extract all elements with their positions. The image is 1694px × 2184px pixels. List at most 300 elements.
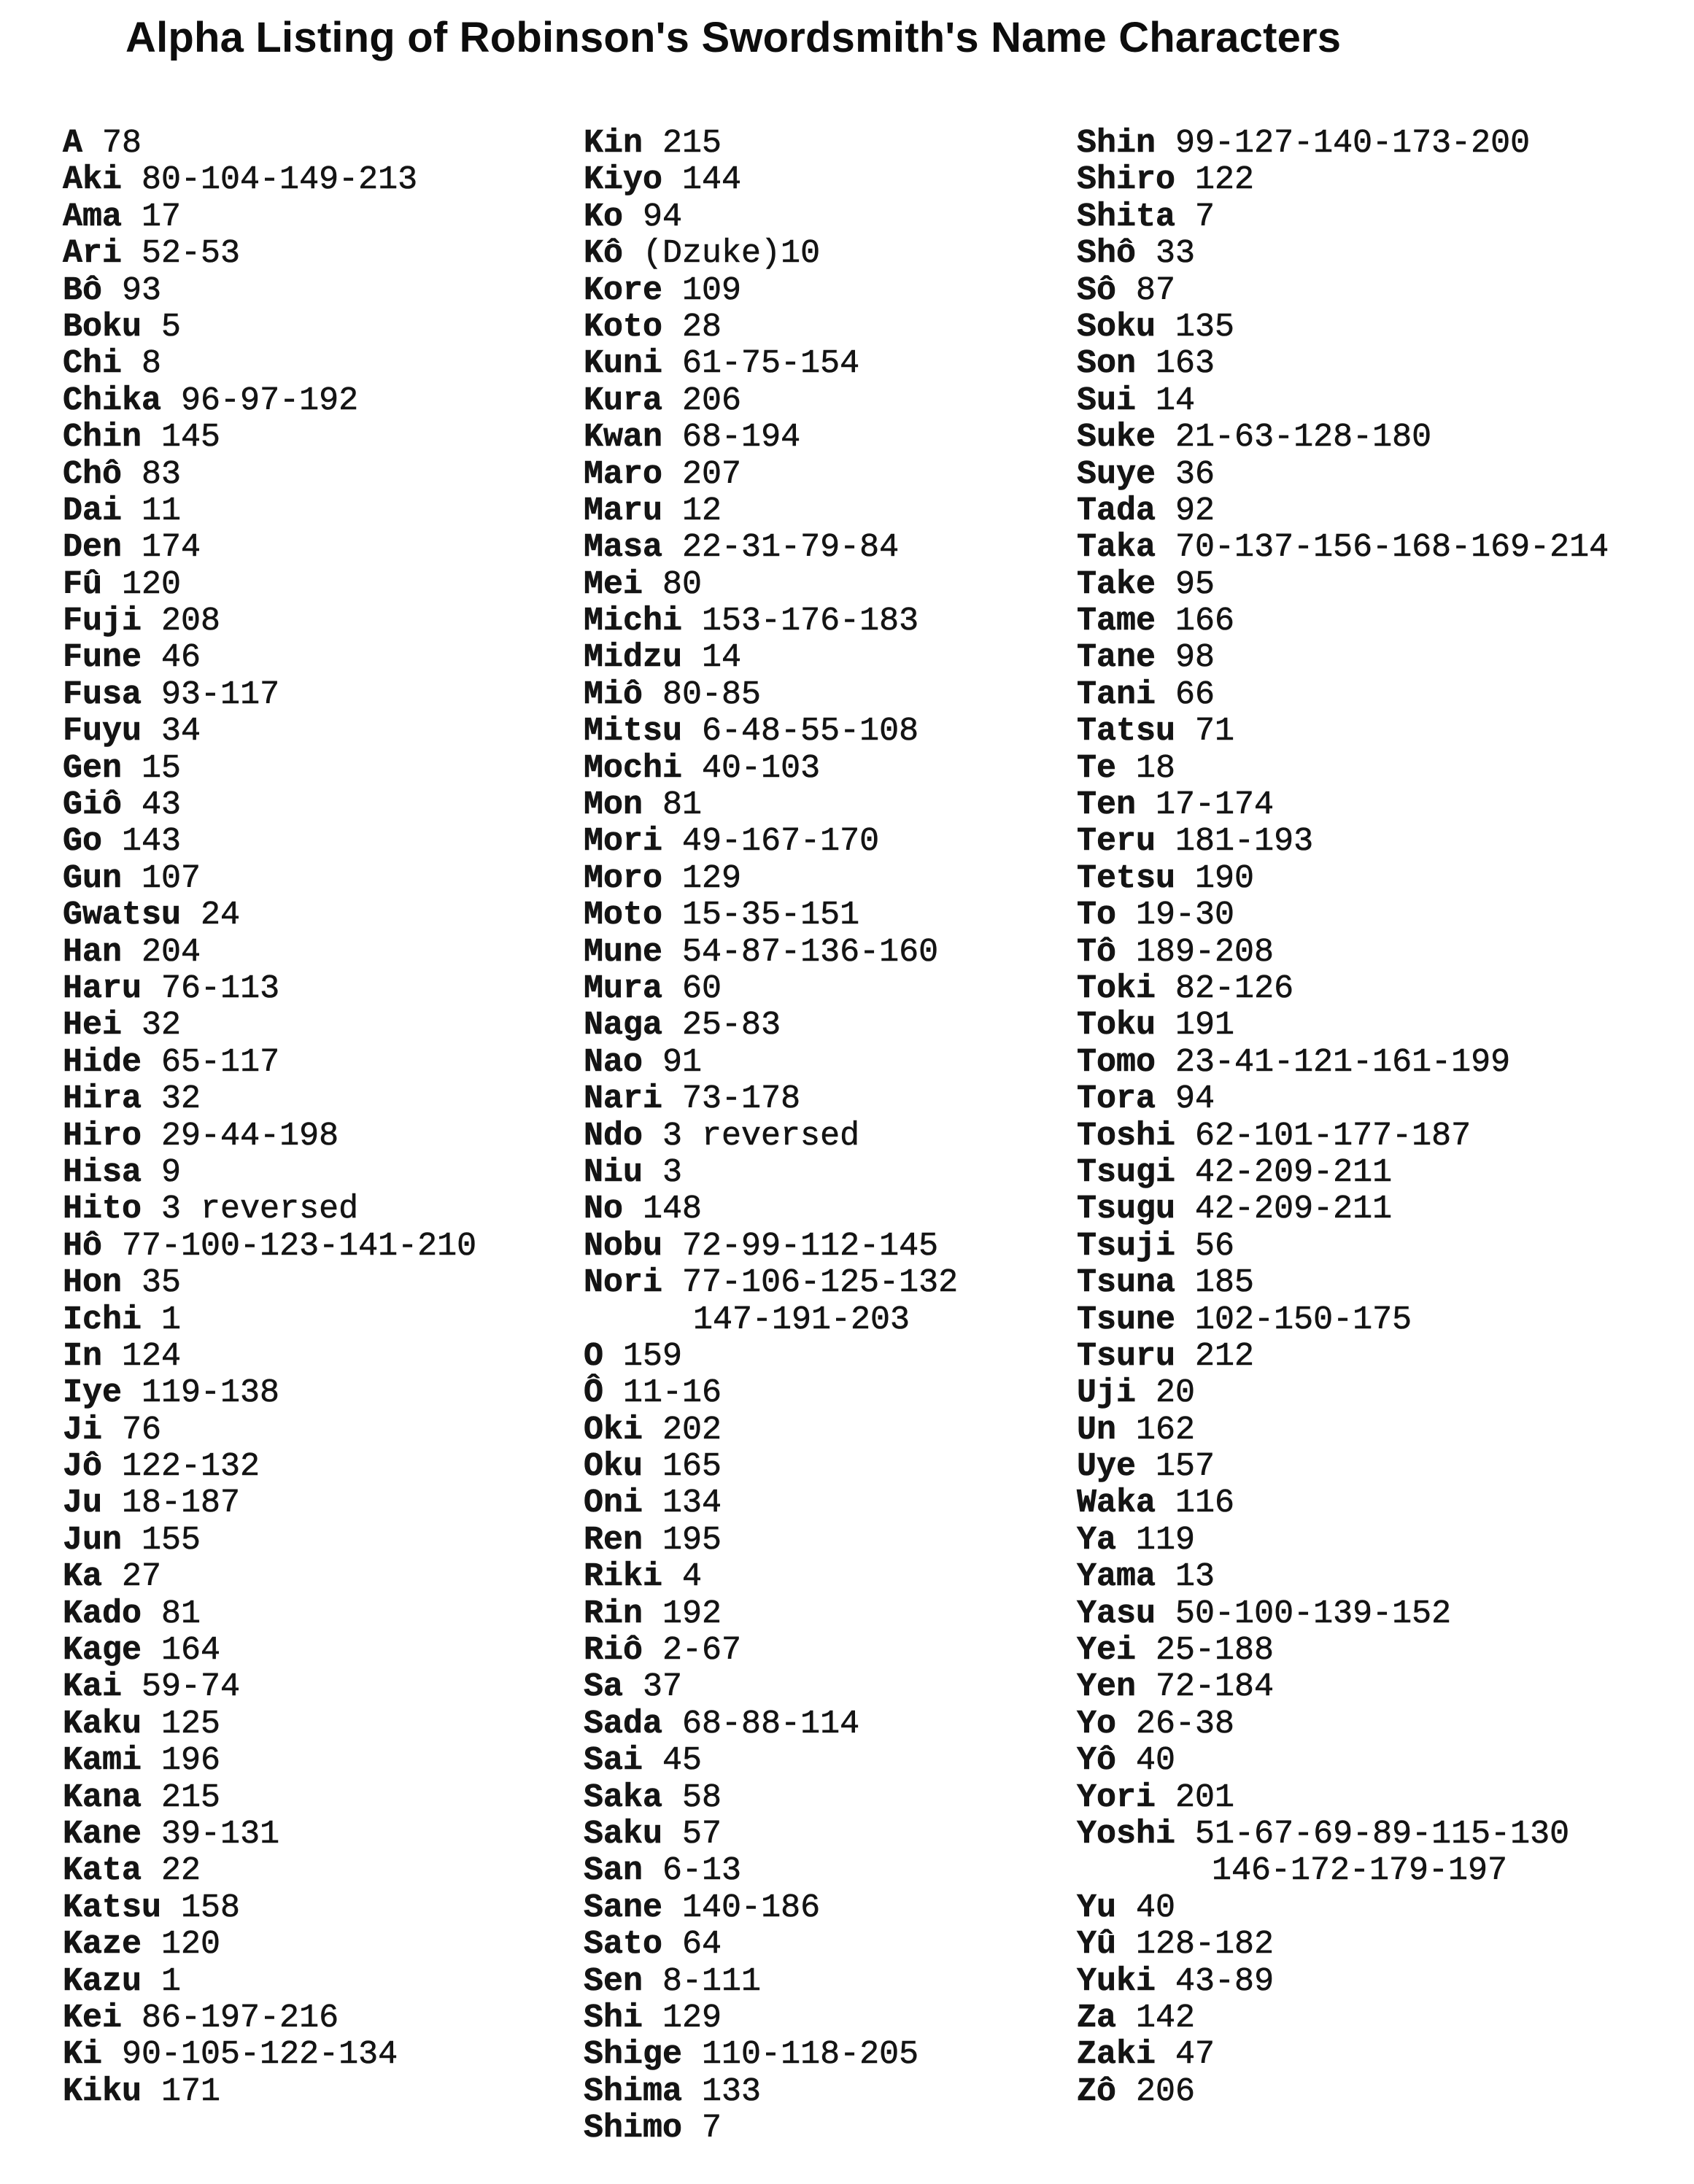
reference-numbers: 133	[702, 2072, 762, 2110]
reference-numbers: 153-176-183	[702, 603, 919, 640]
reference-numbers: 3	[662, 1153, 683, 1191]
reference-numbers: 22-31-79-84	[682, 529, 900, 567]
name-character: Chi	[63, 345, 123, 383]
name-entry	[1077, 2074, 1609, 2110]
name-character: Sui	[1077, 382, 1137, 419]
name-character: A	[63, 125, 83, 162]
name-entry	[584, 1228, 958, 1265]
name-character: Ichi	[63, 1301, 142, 1339]
name-entry	[63, 713, 476, 750]
name-character: Kado	[63, 1595, 142, 1633]
name-entry	[63, 1118, 476, 1155]
reference-numbers: 17	[142, 198, 182, 236]
name-entry	[1077, 1522, 1609, 1559]
name-character: Sada	[584, 1705, 663, 1743]
reference-numbers: 94	[1175, 1080, 1215, 1118]
reference-numbers: 125	[161, 1705, 221, 1743]
name-entry	[1077, 934, 1609, 971]
name-entry	[63, 787, 476, 824]
name-character: Kaze	[63, 1926, 142, 1964]
name-character: Haru	[63, 969, 142, 1007]
reference-numbers: 13	[1175, 1558, 1215, 1596]
name-entry	[1077, 751, 1609, 787]
reference-numbers: 11-16	[623, 1374, 722, 1412]
reference-numbers: 143	[122, 823, 182, 861]
name-entry	[1077, 309, 1609, 346]
reference-numbers: 51-67-69-89-115-130	[1195, 1815, 1570, 1853]
name-character: Hiro	[63, 1117, 142, 1155]
name-character: Yasu	[1077, 1595, 1156, 1633]
name-entry	[63, 1007, 476, 1044]
name-character: Nobu	[584, 1227, 663, 1265]
reference-numbers: 142	[1136, 1999, 1196, 2037]
name-character: Tane	[1077, 639, 1156, 677]
name-character: Oku	[584, 1448, 643, 1486]
reference-numbers: 56	[1195, 1227, 1235, 1265]
name-character: Kiku	[63, 2072, 142, 2110]
reference-numbers: 3 reversed	[161, 1190, 359, 1228]
name-entry	[1077, 713, 1609, 750]
name-character: Fusa	[63, 675, 142, 713]
name-character: In	[63, 1337, 103, 1375]
name-entry	[63, 1780, 476, 1816]
reference-numbers: 62-101-177-187	[1195, 1117, 1471, 1155]
name-entry	[584, 1964, 958, 2000]
name-entry	[63, 493, 476, 530]
name-entry	[1077, 1007, 1609, 1044]
reference-numbers: 60	[682, 969, 722, 1007]
reference-numbers: 148	[643, 1190, 703, 1228]
name-entry	[1077, 1890, 1609, 1927]
reference-numbers: 81	[161, 1595, 201, 1633]
name-column-2	[584, 125, 958, 2147]
name-entry	[584, 1927, 958, 1963]
name-entry	[584, 1339, 958, 1375]
reference-numbers: 65-117	[161, 1043, 280, 1081]
reference-numbers: 42-209-211	[1195, 1190, 1393, 1228]
name-entry	[63, 346, 476, 382]
name-character: Ari	[63, 235, 123, 273]
name-character: Boku	[63, 308, 142, 346]
name-character: Maro	[584, 455, 663, 493]
name-entry	[584, 934, 958, 971]
name-entry	[63, 1853, 476, 1889]
reference-numbers: 201	[1175, 1778, 1235, 1816]
reference-numbers: 25-188	[1156, 1632, 1275, 1670]
reference-numbers: 166	[1175, 603, 1235, 640]
reference-numbers: 90-105-122-134	[122, 2036, 398, 2074]
name-entry	[1077, 1743, 1609, 1779]
reference-numbers: 119-138	[142, 1374, 280, 1412]
reference-numbers: 144	[682, 161, 742, 199]
reference-numbers: 25-83	[682, 1007, 781, 1045]
reference-numbers: 4	[682, 1558, 703, 1596]
name-character: Tsuji	[1077, 1227, 1176, 1265]
name-entry	[63, 1375, 476, 1412]
name-entry	[1077, 1265, 1609, 1301]
name-entry	[1077, 2037, 1609, 2073]
name-character: Kata	[63, 1852, 142, 1890]
name-character: Tatsu	[1077, 713, 1176, 751]
name-character: Hon	[63, 1264, 123, 1302]
reference-numbers: 40	[1136, 1889, 1176, 1927]
name-entry	[584, 1265, 958, 1301]
reference-numbers: 146-172-179-197	[1212, 1852, 1508, 1890]
name-entry	[1077, 1302, 1609, 1339]
name-entry	[1077, 530, 1609, 566]
name-entry	[1077, 2000, 1609, 2037]
name-entry	[63, 1816, 476, 1853]
name-entry	[1077, 236, 1609, 272]
reference-numbers: 110-118-205	[702, 2036, 919, 2074]
reference-numbers: 157	[1156, 1448, 1215, 1486]
reference-numbers: 122-132	[122, 1448, 260, 1486]
name-character: Mon	[584, 786, 643, 824]
name-character: Bô	[63, 271, 103, 309]
name-character: Ndo	[584, 1117, 643, 1155]
reference-numbers: 43	[142, 786, 182, 824]
reference-numbers: 196	[161, 1742, 221, 1780]
name-entry	[1077, 1191, 1609, 1228]
name-character: Yen	[1077, 1668, 1137, 1706]
reference-numbers: 80-104-149-213	[142, 161, 418, 199]
name-character: Tetsu	[1077, 859, 1176, 897]
reference-numbers: 15	[142, 749, 182, 787]
reference-numbers: 78	[102, 125, 142, 162]
name-character: Mune	[584, 933, 663, 971]
reference-numbers: 120	[122, 565, 182, 603]
name-character: Uji	[1077, 1374, 1137, 1412]
name-character: Sato	[584, 1926, 663, 1964]
name-character: Naga	[584, 1007, 663, 1045]
name-character: Jô	[63, 1448, 103, 1486]
name-entry	[1077, 162, 1609, 198]
name-entry	[1077, 603, 1609, 640]
name-entry	[63, 971, 476, 1007]
name-entry	[584, 530, 958, 566]
name-character: Kore	[584, 271, 663, 309]
name-character: Son	[1077, 345, 1137, 383]
name-entry	[1077, 971, 1609, 1007]
name-entry	[63, 1228, 476, 1265]
reference-numbers: 18-187	[122, 1484, 241, 1522]
name-character: Mitsu	[584, 713, 683, 751]
reference-numbers: 163	[1156, 345, 1215, 383]
reference-numbers: 119	[1136, 1521, 1196, 1559]
name-entry-continuation	[584, 1302, 958, 1339]
name-character: Tora	[1077, 1080, 1156, 1118]
name-entry	[584, 2074, 958, 2110]
name-character: Kuni	[584, 345, 663, 383]
name-character: Tsune	[1077, 1301, 1176, 1339]
name-entry	[63, 273, 476, 309]
reference-numbers: 128-182	[1136, 1926, 1275, 1964]
name-entry	[584, 1780, 958, 1816]
reference-numbers: 6-13	[662, 1852, 742, 1890]
name-character: Toshi	[1077, 1117, 1176, 1155]
name-character: Ren	[584, 1521, 643, 1559]
name-entry	[584, 567, 958, 603]
reference-numbers: 21-63-128-180	[1175, 419, 1432, 457]
name-entry	[584, 1706, 958, 1743]
name-character: Den	[63, 529, 123, 567]
name-entry	[584, 751, 958, 787]
reference-numbers: 7	[1195, 198, 1215, 236]
name-character: Yô	[1077, 1742, 1117, 1780]
name-character: Ka	[63, 1558, 103, 1596]
reference-numbers: 212	[1195, 1337, 1255, 1375]
reference-numbers: 23-41-121-161-199	[1175, 1043, 1511, 1081]
name-entry	[584, 125, 958, 162]
name-character: Ki	[63, 2036, 103, 2074]
name-character: Moro	[584, 859, 663, 897]
reference-numbers: 40	[1136, 1742, 1176, 1780]
reference-numbers: 215	[662, 125, 722, 162]
name-entry	[584, 677, 958, 713]
name-entry	[63, 1964, 476, 2000]
reference-numbers: 61-75-154	[682, 345, 860, 383]
reference-numbers: 68-88-114	[682, 1705, 860, 1743]
name-entry	[584, 162, 958, 198]
name-character: Nori	[584, 1264, 663, 1302]
name-entry	[63, 530, 476, 566]
reference-numbers: 181-193	[1175, 823, 1314, 861]
reference-numbers: 80-85	[662, 675, 762, 713]
name-entry	[63, 1191, 476, 1228]
name-character: Hide	[63, 1043, 142, 1081]
name-character: Oki	[584, 1411, 643, 1449]
name-entry	[584, 861, 958, 897]
name-entry	[1077, 787, 1609, 824]
reference-numbers: 1	[161, 1962, 182, 2000]
name-entry	[63, 2000, 476, 2037]
reference-numbers: 208	[161, 603, 221, 640]
name-character: Kane	[63, 1815, 142, 1853]
name-character: Mura	[584, 969, 663, 1007]
reference-numbers: 32	[161, 1080, 201, 1118]
name-entry	[1077, 383, 1609, 419]
name-character: Rin	[584, 1595, 643, 1633]
reference-numbers: 50-100-139-152	[1175, 1595, 1452, 1633]
name-character: Gen	[63, 749, 123, 787]
name-character: Niu	[584, 1153, 643, 1191]
reference-numbers: 87	[1136, 271, 1176, 309]
name-entry	[584, 1191, 958, 1228]
reference-numbers: 174	[142, 529, 201, 567]
reference-numbers: 107	[142, 859, 201, 897]
name-character: Taka	[1077, 529, 1156, 567]
name-entry	[63, 162, 476, 198]
name-character: Oni	[584, 1484, 643, 1522]
reference-numbers: 76	[122, 1411, 162, 1449]
name-character: Yoshi	[1077, 1815, 1176, 1853]
reference-numbers: 1	[161, 1301, 182, 1339]
reference-numbers: 147-191-203	[693, 1301, 910, 1339]
name-character: Zaki	[1077, 2036, 1156, 2074]
name-character: Mochi	[584, 749, 683, 787]
name-entry	[63, 309, 476, 346]
name-entry	[1077, 1964, 1609, 2000]
name-entry	[1077, 1228, 1609, 1265]
reference-numbers: 192	[662, 1595, 722, 1633]
reference-numbers: 171	[161, 2072, 221, 2110]
name-character: Shima	[584, 2072, 683, 2110]
reference-numbers: 27	[122, 1558, 162, 1596]
name-entry	[63, 1927, 476, 1963]
name-entry	[63, 1522, 476, 1559]
name-entry	[584, 2037, 958, 2073]
name-entry	[1077, 897, 1609, 934]
reference-numbers: 59-74	[142, 1668, 241, 1706]
name-character: Shita	[1077, 198, 1176, 236]
name-character: Sai	[584, 1742, 643, 1780]
name-entry	[63, 603, 476, 640]
reference-numbers: 17-174	[1156, 786, 1275, 824]
reference-numbers: 33	[1156, 235, 1196, 273]
reference-numbers: 66	[1175, 675, 1215, 713]
name-character: Sô	[1077, 271, 1117, 309]
name-entry	[1077, 457, 1609, 493]
name-entry	[584, 1081, 958, 1118]
name-entry	[1077, 1375, 1609, 1412]
name-entry	[63, 567, 476, 603]
name-character: Riô	[584, 1632, 643, 1670]
reference-numbers: 43-89	[1175, 1962, 1275, 2000]
reference-numbers: 54-87-136-160	[682, 933, 939, 971]
reference-numbers: 3 reversed	[662, 1117, 860, 1155]
reference-numbers: 82-126	[1175, 969, 1294, 1007]
name-entry	[1077, 346, 1609, 382]
reference-numbers: 86-197-216	[142, 1999, 339, 2037]
name-character: Kage	[63, 1632, 142, 1670]
name-character: Maru	[584, 492, 663, 530]
name-entry	[584, 971, 958, 1007]
name-character: Za	[1077, 1999, 1117, 2037]
name-entry	[584, 1118, 958, 1155]
reference-numbers: 129	[682, 859, 742, 897]
reference-numbers: 71	[1195, 713, 1235, 751]
reference-numbers: 14	[1156, 382, 1196, 419]
name-entry	[63, 1339, 476, 1375]
name-character: Take	[1077, 565, 1156, 603]
name-character: Yu	[1077, 1889, 1117, 1927]
name-entry	[584, 2110, 958, 2147]
name-character: Moto	[584, 897, 663, 934]
reference-numbers: 145	[161, 419, 221, 457]
name-entry	[584, 419, 958, 456]
name-character: Yû	[1077, 1926, 1117, 1964]
reference-numbers: 12	[682, 492, 722, 530]
reference-numbers: 37	[643, 1668, 683, 1706]
name-entry	[584, 1449, 958, 1485]
name-character: Hisa	[63, 1153, 142, 1191]
reference-numbers: 134	[662, 1484, 722, 1522]
name-character: Shimo	[584, 2110, 683, 2148]
reference-numbers: 47	[1175, 2036, 1215, 2074]
name-entry	[584, 1412, 958, 1449]
name-character: Un	[1077, 1411, 1117, 1449]
name-entry	[63, 751, 476, 787]
name-entry	[63, 2074, 476, 2110]
reference-numbers: 164	[161, 1632, 221, 1670]
name-entry	[63, 125, 476, 162]
name-entry-continuation	[1077, 1853, 1609, 1889]
name-character: Mei	[584, 565, 643, 603]
name-character: Tsuru	[1077, 1337, 1176, 1375]
name-character: Hô	[63, 1227, 103, 1265]
reference-numbers: 116	[1175, 1484, 1235, 1522]
reference-numbers: 8	[142, 345, 162, 383]
name-entry	[1077, 1339, 1609, 1375]
name-character: Kai	[63, 1668, 123, 1706]
reference-numbers: 98	[1175, 639, 1215, 677]
reference-numbers: 70-137-156-168-169-214	[1175, 529, 1609, 567]
name-entry	[1077, 1045, 1609, 1081]
name-character: Ko	[584, 198, 624, 236]
name-entry	[63, 199, 476, 236]
reference-numbers: 72-184	[1156, 1668, 1275, 1706]
name-character: Tsugu	[1077, 1190, 1176, 1228]
name-entry	[584, 1375, 958, 1412]
reference-numbers: 93	[122, 271, 162, 309]
name-character: Chô	[63, 455, 123, 493]
name-character: Ama	[63, 198, 123, 236]
name-character: Suke	[1077, 419, 1156, 457]
name-entry	[1077, 273, 1609, 309]
reference-numbers: 15-35-151	[682, 897, 860, 934]
reference-numbers: 162	[1136, 1411, 1196, 1449]
name-character: Te	[1077, 749, 1117, 787]
reference-numbers: 42-209-211	[1195, 1153, 1393, 1191]
name-character: Kaku	[63, 1705, 142, 1743]
reference-numbers: 39-131	[161, 1815, 280, 1853]
name-entry	[63, 419, 476, 456]
name-character: Hei	[63, 1007, 123, 1045]
name-entry	[584, 1155, 958, 1191]
reference-numbers: 96-97-192	[181, 382, 359, 419]
reference-numbers: 124	[122, 1337, 182, 1375]
name-entry	[1077, 1816, 1609, 1853]
name-character: Gun	[63, 859, 123, 897]
name-character: Riki	[584, 1558, 663, 1596]
name-entry	[1077, 199, 1609, 236]
name-character: Yama	[1077, 1558, 1156, 1596]
reference-numbers: 36	[1175, 455, 1215, 493]
name-entry	[584, 1485, 958, 1522]
reference-numbers: 24	[201, 897, 241, 934]
name-character: Hito	[63, 1190, 142, 1228]
name-character: Iye	[63, 1374, 123, 1412]
name-entry	[63, 1449, 476, 1485]
name-character: Soku	[1077, 308, 1156, 346]
name-entry	[584, 640, 958, 676]
reference-numbers: 109	[682, 271, 742, 309]
name-character: Aki	[63, 161, 123, 199]
name-entry	[1077, 419, 1609, 456]
name-character: Tsuna	[1077, 1264, 1176, 1302]
name-character: Teru	[1077, 823, 1156, 861]
name-entry	[584, 1853, 958, 1889]
name-entry	[63, 1265, 476, 1301]
reference-numbers: 76-113	[161, 969, 280, 1007]
name-entry	[1077, 567, 1609, 603]
name-entry	[63, 383, 476, 419]
name-character: Uye	[1077, 1448, 1137, 1486]
name-character: Ji	[63, 1411, 103, 1449]
name-entry	[584, 199, 958, 236]
name-entry	[1077, 1485, 1609, 1522]
name-entry	[584, 897, 958, 934]
